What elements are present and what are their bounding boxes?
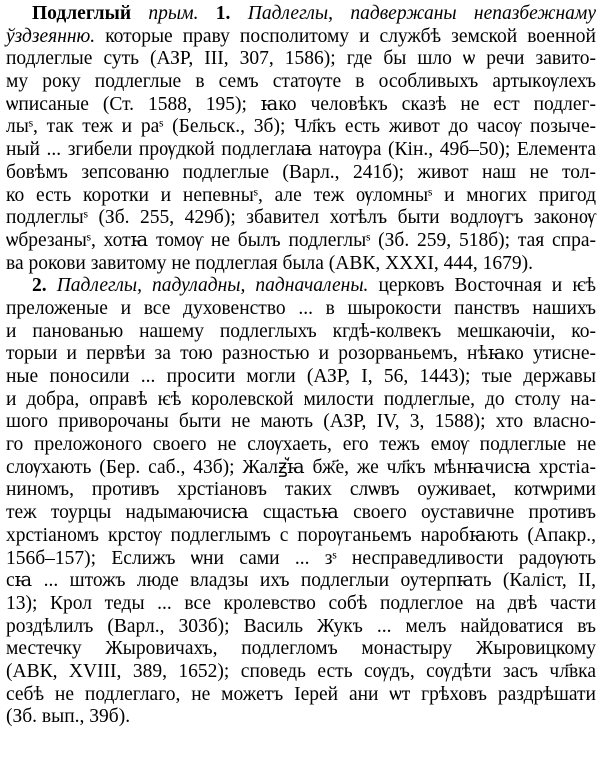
entry-line: ниномъ, противъ хрстiановъ таких слѡвъ оуживаеt, котѡрими: [6, 479, 596, 501]
citation-text: церковъ Восточная и ѥѣ: [378, 275, 597, 297]
entry-line: (АВК, XVIII, 389, 1652); споведь есть сѹдъ, сѹдѣти засъ чл҃вка: [6, 660, 596, 682]
entry-line: 13); Крол теды ... все кролевство собѣ подлеглое на двѣ части: [6, 592, 596, 614]
part-of-speech: прым.: [148, 3, 199, 24]
entry-line: [6, 275, 596, 298]
entry-line: хрстiаномъ крстѹ подлеглымъ с порѹганьемъ наробꙗють (Апакр.,: [6, 524, 596, 546]
entry-line: и добра, оправѣ ѥѣ королевской милости подлеглые, до столу на-: [6, 388, 596, 410]
sense-1-paragraph: [6, 3, 596, 275]
entry-line: ный ... згибели прѹдкой подлеглаꙗ натѹра (Кін., 49б–50); Елемента: [6, 139, 596, 161]
sense-definition: Падлеглы, падуладны, падначалены.: [56, 275, 369, 297]
entry-line: преложеные и все духовенство ... в шырокости панствъ нашихъ: [6, 297, 596, 319]
headword: Подлеглый: [32, 3, 132, 24]
entry-line: ко есть коротки и непевныˢ, але теж ѹломныˢ и многих пригод: [6, 184, 596, 206]
entry-line: подлеглыˢ (Зб. 255, 429б); збавител хотѣлъ быти водлѹгъ законѹ: [6, 207, 596, 229]
entry-line: бовѣмъ зепсованю подлеглые (Варл., 241б); живот наш не тол-: [6, 161, 596, 183]
entry-line: торыи и первѣи за тою разностью и розорваньемъ, нѣꙗко утисне-: [6, 343, 596, 365]
entry-line: подлеглые суть (АЗР, III, 307, 1586); где бы шло ѡ речи завито-: [6, 48, 596, 70]
entry-line: лыˢ, так теж и раˢ (Бельск., 3б); Чл҃къ есть живот до часѹ позыче-: [6, 116, 596, 138]
sense-number: 1.: [215, 3, 231, 24]
sense-definition: Падлеглы, падвержаны непазбежнаму: [247, 3, 596, 24]
entry-line: ва рокови завитому не подлеглая была (АВК, XXXI, 444, 1679).: [6, 252, 533, 274]
entry-line: ѡбрезаныˢ, хотꙗ томѹ не былъ подлеглыˢ (Зб. 259, 518б); тая спра-: [6, 229, 596, 251]
entry-line: [6, 3, 596, 26]
entry-line: сꙗ ... штожъ люде владзы ихъ подлеглыи оутерпꙗть (Каліст, II,: [6, 570, 596, 592]
entry-line: слѹхають (Бер. саб., 43б); Жалꙃ꙽ꙗ бж҃е, же чл҃къ мѣнꙗчисꙗ хрстiа-: [6, 456, 596, 478]
entry-line: ныe поносили ... просити могли (АЗР, I, 56, 1443); тые державы: [6, 366, 596, 387]
entry-line: (Зб. вып., 39б).: [6, 706, 131, 728]
entry-line: местечку Жыровичахъ, подлегломъ монастыру Жыровицкому: [6, 638, 596, 660]
sense-2-paragraph: [6, 275, 596, 729]
entry-line: себѣ не подлеглаго, не можетъ Iерей ани ѡт грѣховъ раздрѣшати: [6, 683, 596, 705]
sense-number: 2.: [32, 275, 47, 297]
entry-line: и панованью нашему подлеглыхъ кгдѣ-колвекъ мешкаючiи, ко-: [6, 320, 596, 342]
entry-line: го преложоного своего не слѹхаеть, его тежъ емѹ подлеглые не: [6, 434, 596, 456]
entry-line: му року подлеглые в семъ статѹте в особливыхъ артыкѹлехъ: [6, 71, 596, 93]
entry-line: роздѣлилъ (Варл., 303б); Василь Жукъ ... мелъ найдоватися въ: [6, 615, 596, 637]
entry-line: 156б–157); Еслижъ ѡни сами ... зˢ несправедливости радѹють: [6, 547, 596, 569]
entry-line: теж тоурцы надымаючисꙗ сщастьꙗ своего оуставичне противъ: [6, 502, 596, 524]
citation-text: которые праву посполитому и службѣ земской военной: [105, 25, 596, 47]
entry-line: [6, 26, 596, 49]
entry-line: шого приворочаны быти не мають (АЗР, IV, 3, 1588); хто власно-: [6, 411, 596, 433]
entry-line: ѡписаные (Ст. 1588, 195); ꙗко человѣкъ сказѣ не ест подлег-: [6, 93, 596, 115]
sense-definition-tail: ўздзеянню.: [6, 25, 96, 47]
